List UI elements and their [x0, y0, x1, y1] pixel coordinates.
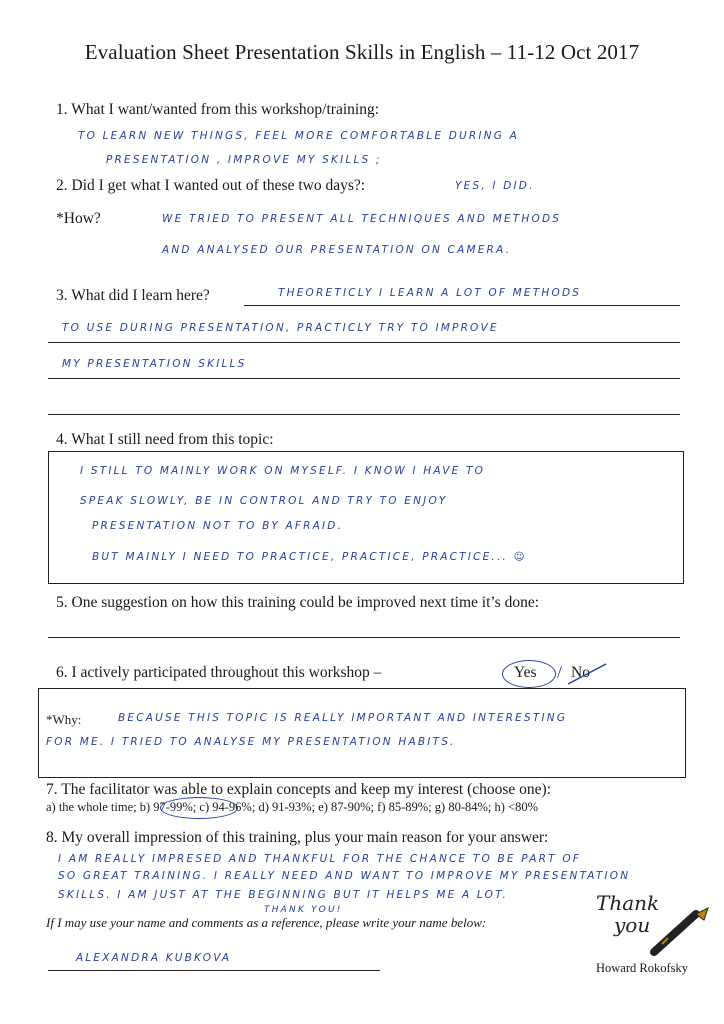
- answer-4-line-2: SPEAK SLOWLY, BE IN CONTROL AND TRY TO ENJOY: [80, 495, 448, 507]
- question-5: 5. One suggestion on how this training could be improved next time it’s done:: [56, 594, 540, 611]
- answer-line: [48, 378, 680, 379]
- answer-4-line-4: BUT MAINLY I NEED TO PRACTICE, PRACTICE, PRACTICE... ☺: [92, 551, 527, 563]
- how-line-1: WE TRIED TO PRESENT ALL TECHNIQUES AND METHODS: [162, 213, 562, 225]
- answer-line: [48, 414, 680, 415]
- how-line-2: AND ANALYSED OUR PRESENTATION ON CAMERA.: [162, 244, 512, 256]
- strike-mark: [566, 660, 610, 688]
- question-7: 7. The facilitator was able to explain concepts and keep my interest (choose one):: [46, 781, 552, 798]
- question-6: 6. I actively participated throughout this workshop –: [56, 664, 382, 681]
- reference-prompt: If I may use your name and comments as a reference, please write your name below:: [46, 915, 487, 930]
- answer-line: [48, 637, 680, 638]
- answer-8-line-2: SO GREAT TRAINING. I REALLY NEED AND WANT TO IMPROVE MY PRESENTATION: [58, 870, 631, 882]
- option-no: No: [571, 664, 590, 681]
- name-line: [48, 970, 380, 971]
- question-2: 2. Did I get what I wanted out of these two days?:: [56, 177, 366, 194]
- why-line-1: BECAUSE THIS TOPIC IS REALLY IMPORTANT AND INTERESTING: [118, 712, 568, 724]
- question-4: 4. What I still need from this topic:: [56, 431, 274, 448]
- answer-8-line-3: SKILLS. I AM JUST AT THE BEGINNING BUT IT HELPS ME A LOT.: [58, 889, 509, 901]
- signature-thank: Thank: [596, 891, 660, 915]
- answer-2: YES, I DID.: [455, 180, 535, 192]
- options-7: a) the whole time; b) 97-99%; c) 94-96%; d) 91-93%; e) 87-90%; f) 85-89%; g) 80-84%; h) <80%: [46, 800, 538, 814]
- why-line-2: FOR ME. I TRIED TO ANALYSE MY PRESENTATION HABITS.: [46, 736, 456, 748]
- why-box: [38, 688, 686, 778]
- signature-you: you: [614, 913, 651, 937]
- signature-name: Howard Rokofsky: [596, 961, 689, 975]
- how-label: *How?: [56, 210, 101, 227]
- why-label: *Why:: [46, 712, 82, 727]
- question-8: 8. My overall impression of this training, plus your main reason for your answer:: [46, 829, 549, 846]
- answer-1-line-1: TO LEARN NEW THINGS, FEEL MORE COMFORTABLE DURING A: [78, 130, 519, 142]
- fountain-pen-icon: [650, 906, 712, 956]
- answer-line: [48, 342, 680, 343]
- question-1: 1. What I want/wanted from this workshop/training:: [56, 101, 380, 118]
- page-title: Evaluation Sheet Presentation Skills in English – 11-12 Oct 2017: [84, 40, 640, 64]
- answer-3-line-3: MY PRESENTATION SKILLS: [62, 358, 247, 370]
- answer-4-line-3: PRESENTATION NOT TO BY AFRAID.: [92, 520, 344, 532]
- answer-1-line-2: PRESENTATION , IMPROVE MY SKILLS ;: [106, 154, 382, 166]
- answer-line: [244, 305, 680, 306]
- answer-8-extra: THANK YOU!: [264, 905, 343, 915]
- option-yes: Yes: [514, 664, 537, 681]
- answer-8-line-1: I AM REALLY IMPRESED AND THANKFUL FOR THE CHANCE TO BE PART OF: [58, 853, 582, 865]
- selected-option-circle: [160, 797, 238, 819]
- reference-name: ALEXANDRA KUBKOVA: [76, 952, 232, 964]
- answer-4-line-1: I STILL TO MAINLY WORK ON MYSELF. I KNOW I HAVE TO: [80, 465, 486, 477]
- question-3: 3. What did I learn here?: [56, 287, 210, 304]
- answer-3-line-2: TO USE DURING PRESENTATION, PRACTICLY TRY TO IMPROVE: [62, 322, 499, 334]
- slash-mark: /: [557, 662, 563, 682]
- answer-3-line-1: THEORETICLY I LEARN A LOT OF METHODS: [278, 287, 582, 299]
